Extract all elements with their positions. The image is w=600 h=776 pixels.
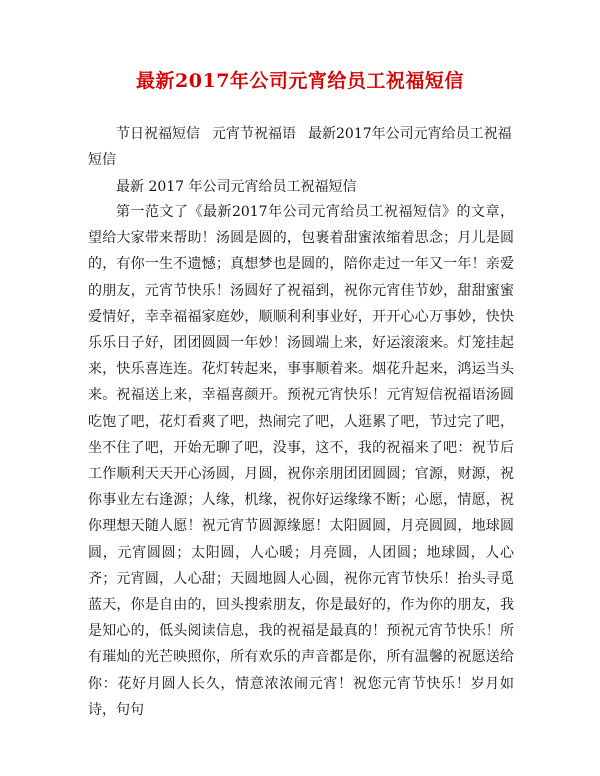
page-title: 最新2017年公司元宵给员工祝福短信 (136, 70, 464, 92)
breadcrumb (88, 121, 513, 173)
article-body: 第一范文了《最新2017年公司元宵给员工祝福短信》的文章，望给大家带来帮助！汤圆是圆的，包裹着甜蜜浓缩着思念；月儿是圆的，有你一生不遗憾；真想梦也是圆的，陪你走过一年又一年！亲爱的朋友，元宵节快乐！汤圆好了祝福到，祝你元宵佳节妙，甜甜蜜蜜爱情好，幸幸福福家庭妙，顺顺利利事业好，开开心心万事妙，快快乐乐日子好，团团圆圆一年妙！汤圆端上来，好运滚滚来。灯笼挂起来，快乐喜连连。花灯转起来，事事顺着来。烟花升起来，鸿运当头来。祝福送上来，幸福喜颜开。预祝元宵快乐！元宵短信祝福语汤圆吃饱了吧，花灯看爽了吧，热闹完了吧，人逛累了吧，节过完了吧，坐不住了吧，开始无聊了吧，没事，这不，我的祝福来了吧：祝节后工作顺利天天开心汤圆，月圆，祝你亲朋团团圆圆；官源，财源，祝你事业左右逢源；人缘，机缘，祝你好运缘缘不断；心愿，情愿，祝你理想天随人愿！祝元宵节圆源缘愿！太阳圆圆，月亮圆圆，地球圆圆，元宵圆圆；太阳圆，人心暖；月亮圆，人团圆；地球圆，人心齐；元宵圆，人心甜；天圆地圆人心圆，祝你元宵节快乐！抬头寻觅蓝天，你是自由的，回头搜索朋友，你是最好的，作为你的朋友，我是知心的，低头阅读信息，我的祝福是最真的！预祝元宵节快乐！所有璀灿的光芒映照你，所有欢乐的声音都是你，所有温馨的祝愿送给你：花好月圆人长久，情意浓浓闹元宵！祝您元宵节快乐！岁月如诗，句句 (88, 204, 514, 718)
breadcrumb-item-current: 最新2017年公司元宵给员工祝福短信 (88, 126, 512, 168)
article-subtitle: 最新 2017 年公司元宵给员工祝福短信 (116, 179, 357, 195)
breadcrumb-item-lantern-festival[interactable]: 元宵节祝福语 (212, 126, 296, 142)
breadcrumb-item-holiday-sms[interactable]: 节日祝福短信 (116, 126, 200, 142)
